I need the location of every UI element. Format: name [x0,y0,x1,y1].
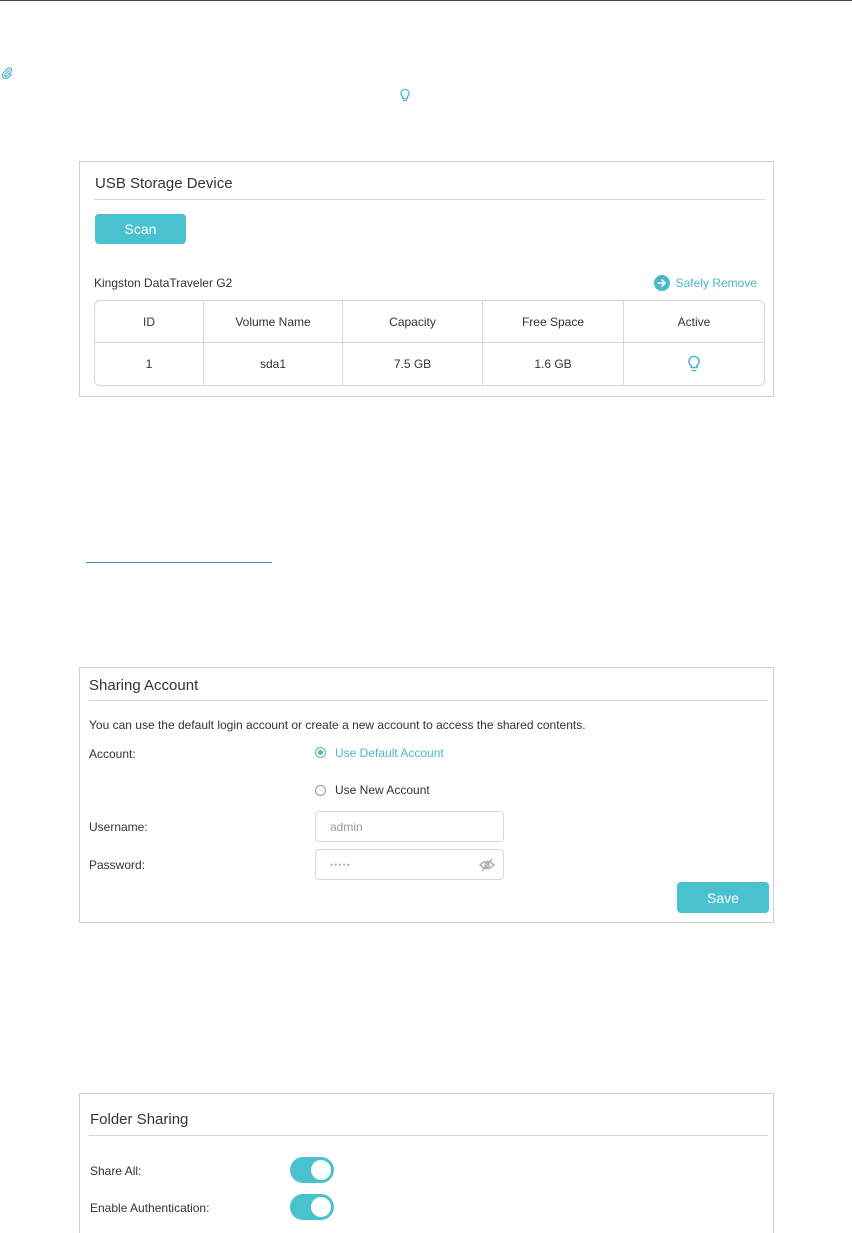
table-cell-capacity: 7.5 GB [343,343,483,385]
usb-panel-divider [94,199,765,200]
account-label: Account: [89,747,136,761]
table-cell-volume-name: sda1 [204,343,343,385]
password-label: Password: [89,858,146,872]
device-name: Kingston DataTraveler G2 [94,276,233,290]
table-cell-active [624,343,764,385]
folder-panel-title: Folder Sharing [90,1111,189,1128]
use-default-account-radio[interactable] [315,747,326,758]
password-field[interactable] [315,849,504,880]
page-top-rule [0,0,852,1]
share-all-toggle[interactable] [290,1157,334,1183]
use-new-account-radio[interactable] [315,785,326,796]
sharing-description: You can use the default login account or create a new account to access the shared contents. [89,718,586,732]
usb-volume-table [94,300,765,386]
table-header-volume-name: Volume Name [204,301,343,343]
table-cell-free-space: 1.6 GB [483,343,624,385]
enable-authentication-label: Enable Authentication: [90,1201,210,1215]
folder-sharing-panel [79,1093,774,1233]
use-default-account-label[interactable]: Use Default Account [335,746,444,760]
table-header-capacity: Capacity [343,301,483,343]
scan-button[interactable]: Scan [95,214,186,244]
lightbulb-icon [687,355,701,374]
use-new-account-label[interactable]: Use New Account [335,783,430,797]
usb-storage-panel [79,161,774,397]
safely-remove-label: Safely Remove [675,276,757,290]
safely-remove-link[interactable] [654,275,757,291]
lightbulb-icon [399,88,411,104]
password-value: ••••• [330,859,351,870]
enable-authentication-toggle[interactable] [290,1194,334,1220]
eye-slash-icon[interactable] [479,858,495,872]
table-cell-id: 1 [95,343,204,385]
arrow-right-circle-icon [654,275,670,291]
usb-panel-title: USB Storage Device [95,175,233,192]
sharing-account-panel [79,667,774,923]
sharing-panel-divider [89,700,768,701]
folder-panel-divider [89,1135,768,1136]
table-header-free-space: Free Space [483,301,624,343]
username-field[interactable]: admin [315,811,504,842]
paperclip-icon [1,67,13,79]
table-header-active: Active [624,301,764,343]
save-button[interactable]: Save [677,882,769,913]
username-label: Username: [89,820,148,834]
table-header-id: ID [95,301,204,343]
share-all-label: Share All: [90,1164,142,1178]
sharing-panel-title: Sharing Account [89,677,199,694]
hyperlink-underline[interactable] [86,562,272,563]
